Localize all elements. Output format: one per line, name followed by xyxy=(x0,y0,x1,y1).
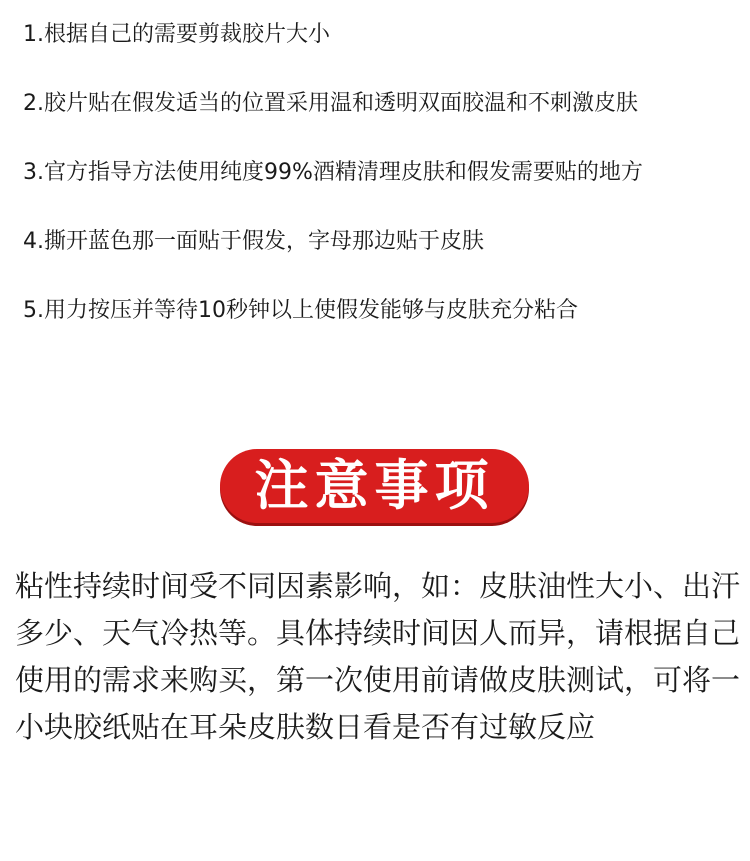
step-2: 2.胶片贴在假发适当的位置采用温和透明双面胶温和不刺激皮肤 xyxy=(23,91,638,116)
notice-banner-section xyxy=(0,449,750,525)
notice-title: 注意事项 xyxy=(254,454,495,517)
step-1: 1.根据自己的需要剪裁胶片大小 xyxy=(23,22,330,47)
notice-banner xyxy=(220,449,529,523)
step-4: 4.撕开蓝色那一面贴于假发，字母那边贴于皮肤 xyxy=(23,229,484,254)
step-3: 3.官方指导方法使用纯度99%酒精清理皮肤和假发需要贴的地方 xyxy=(23,160,643,185)
notice-body: 粘性持续时间受不同因素影响，如：皮肤油性大小、出汗多少、天气冷热等。具体持续时间因人而异，请根据自己使用的需求来购买，第一次使用前请做皮肤测试，可将一小块胶纸贴在耳朵皮肤数日看是否有过敏反应 xyxy=(15,569,741,744)
instruction-steps xyxy=(23,18,745,363)
step-5: 5.用力按压并等待10秒钟以上使假发能够与皮肤充分粘合 xyxy=(23,298,578,323)
